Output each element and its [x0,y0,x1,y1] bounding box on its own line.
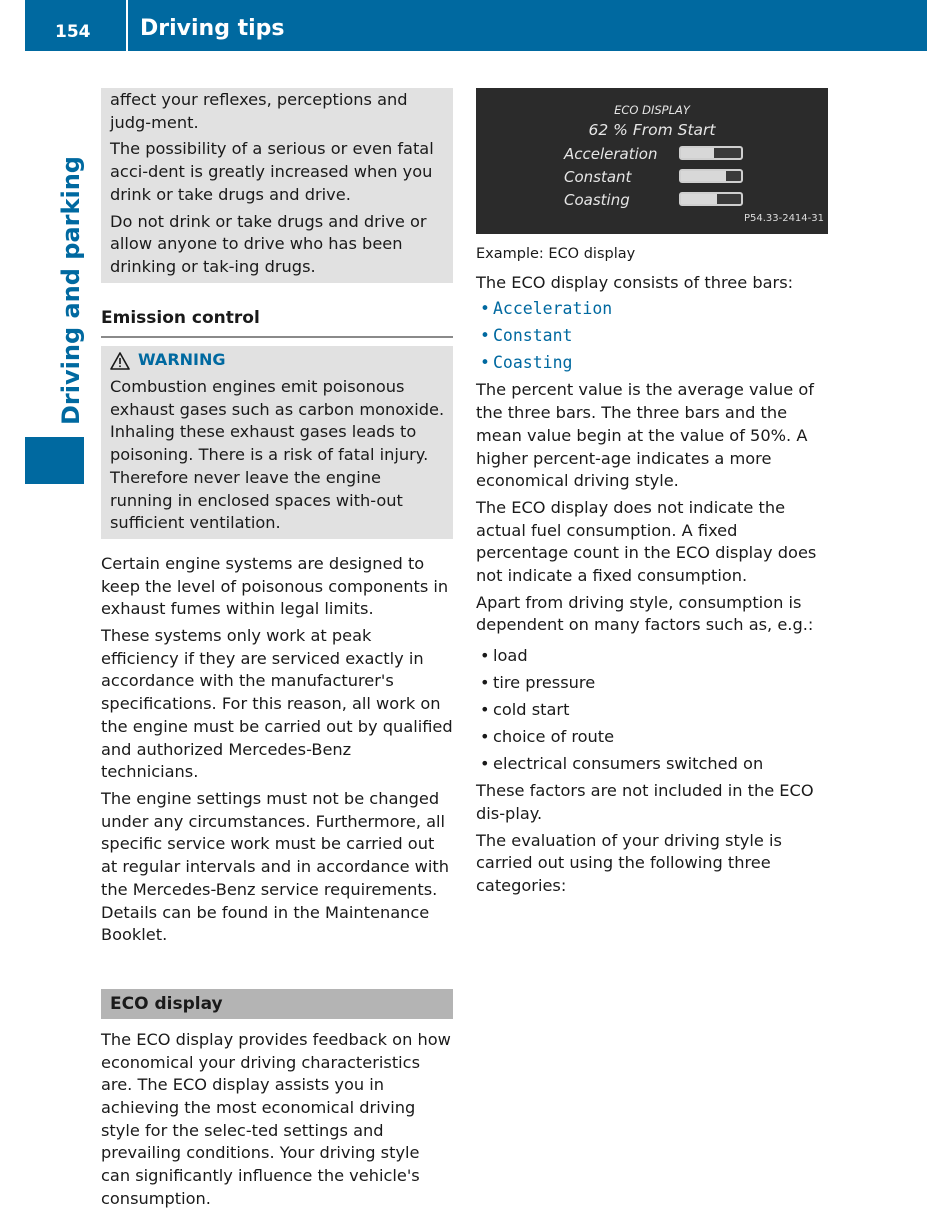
eco-image-bar-fill [681,148,714,158]
intro-paragraph: affect your reflexes, perceptions and judg-ment. [110,90,408,132]
eco-image-row-label: Constant [564,168,632,186]
list-item: • Acceleration [476,298,830,321]
section-heading-emission: Emission control [101,283,453,339]
chapter-tab-label: Driving and parking [57,156,85,425]
body-paragraph: The engine settings must not be changed under any circumstances. Furthermore, all specific service work must be carried out at regular intervals and in accordance with the Mercedes-Benz service requirements. Details can be found in the Maintenance Booklet. [101,788,450,945]
list-item: • electrical consumers switched on [476,753,830,776]
eco-display-image [476,88,828,234]
intro-warning-box [101,88,453,283]
warning-title: WARNING [138,350,226,370]
eco-image-bar-fill [681,194,717,204]
eco-image-bar [679,146,743,160]
eco-image-row-label: Acceleration [564,145,658,163]
list-item: • cold start [476,699,830,722]
eco-image-code: P54.33-2414-31 [743,213,824,225]
section-heading-eco: ECO display [101,989,453,1019]
warning-triangle-icon [110,352,130,370]
page-title: Driving tips [140,16,285,41]
chapter-tab-marker [25,437,84,484]
body-paragraph: The ECO display does not indicate the actual fuel consumption. A fixed percentage count in the ECO display does not indicate a fixed consumption. [476,497,817,586]
warning-text: Combustion engines emit poisonous exhaust gases such as carbon monoxide. Inhaling these exhaust gases leads to poisoning. There is a risk of fatal injury. Therefore never leave the engine running in enclosed spaces with-out sufficient ventilation. [110,377,445,533]
left-column [101,88,453,1215]
list-item: • load [476,645,830,668]
body-paragraph: The evaluation of your driving style is carried out using the following three categories: [476,830,782,895]
eco-image-bar-fill [681,171,726,181]
eco-image-bar [679,192,743,206]
intro-paragraph: The possibility of a serious or even fatal acci-dent is greatly increased when you drink or take drugs and drive. [110,139,434,204]
eco-image-row-label: Coasting [564,191,630,209]
eco-description: The ECO display provides feedback on how economical your driving characteristics are. The ECO display assists you in achieving the most economical driving style for the selec-ted settings and prevailing conditions. Your driving style can significantly influence the vehicle's consumption. [101,1029,451,1208]
bar-list [476,298,830,375]
factor-list [476,645,830,776]
list-item: • choice of route [476,726,830,749]
eco-image-status: 62 % From Start [588,121,716,139]
list-item: • Constant [476,325,830,348]
right-column [476,88,830,902]
page-number: 154 [55,22,91,42]
body-paragraph: The percent value is the average value of the three bars. The three bars and the mean value begin at the value of 50%. A higher percent-age indicates a more economical driving style. [476,380,814,491]
body-paragraph: These factors are not included in the ECO dis-play. [476,781,814,823]
bars-intro: The ECO display consists of three bars: [476,272,794,292]
header-divider [126,0,128,51]
eco-image-title: ECO DISPLAY [614,103,690,117]
image-caption: Example: ECO display [476,246,636,262]
page-header [25,0,927,51]
intro-paragraph: Do not drink or take drugs and drive or allow anyone to drive who has been drinking or tak-ing drugs. [110,211,427,276]
list-item: • Coasting [476,352,830,375]
list-item: • tire pressure [476,672,830,695]
body-paragraph: Apart from driving style, consumption is dependent on many factors such as, e.g.: [476,592,814,635]
emission-body [101,553,453,947]
body-paragraph: These systems only work at peak efficiency if they are serviced exactly in accordance with the manufacturer's specifications. For this reason, all work on the engine must be carried out by qualified and authorized Mercedes-Benz technicians. [101,626,453,782]
eco-image-bar [679,169,743,183]
body-paragraph: Certain engine systems are designed to keep the level of poisonous components in exhaust fumes within legal limits. [101,553,449,619]
warning-title-row [110,346,445,372]
warning-box [101,346,453,539]
